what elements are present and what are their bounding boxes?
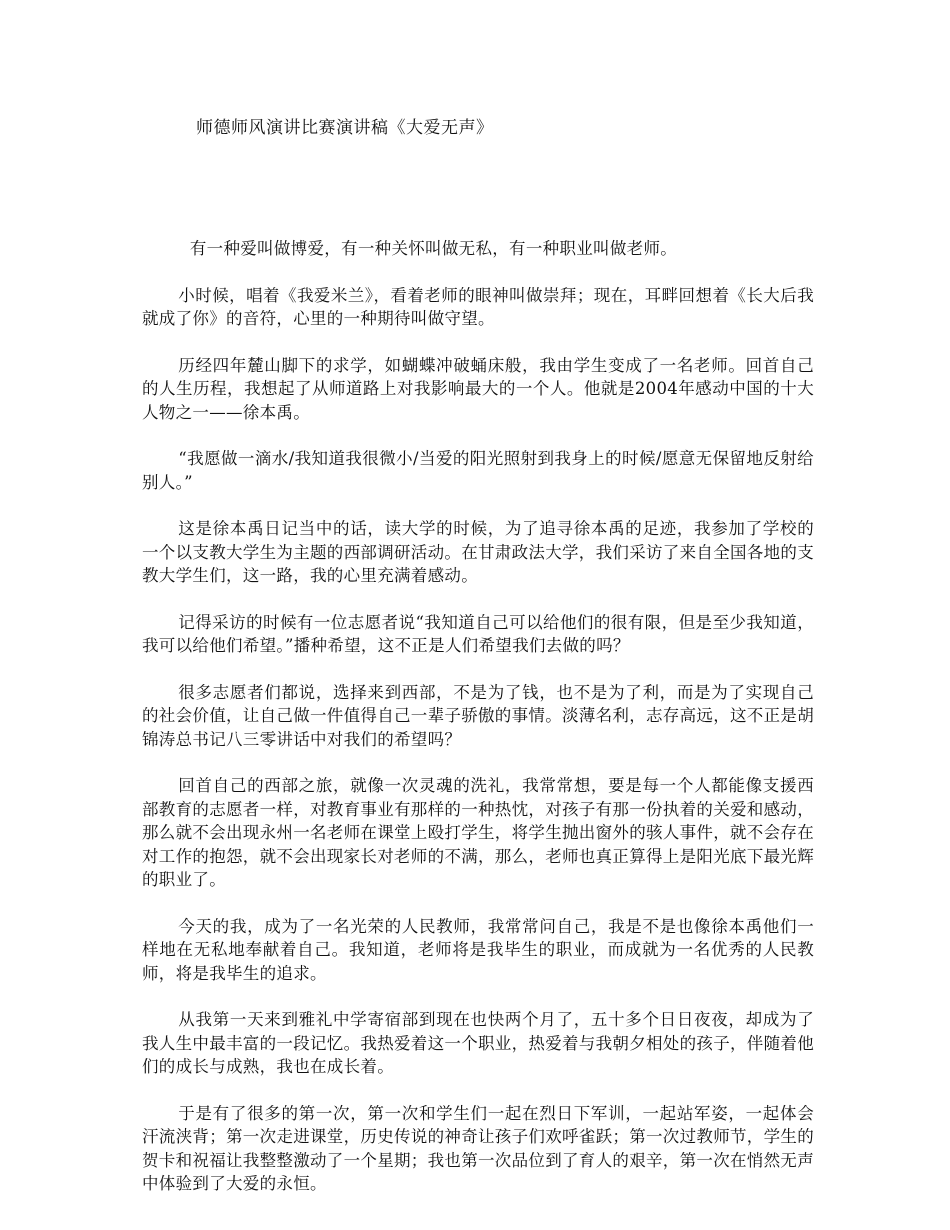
paragraph: 很多志愿者们都说，选择来到西部，不是为了钱，也不是为了利，而是为了实现自己的社会价值，让自己做一件值得自己一辈子骄傲的事情。淡薄名利，志存高远，这不正是胡锦涛总书记八三零讲话中对我们的希望吗？: [142, 682, 814, 749]
paragraph: 今天的我，成为了一名光荣的人民教师，我常常问自己，我是不是也像徐本禹他们一样地在无私地奉献着自己。我知道，老师将是我毕生的职业，而成就为一名优秀的人民教师，将是我毕生的追求。: [142, 916, 814, 983]
paragraph: 于是有了很多的第一次，第一次和学生们一起在烈日下军训，一起站军姿，一起体会汗流浃背；第一次走进课堂，历史传说的神奇让孩子们欢呼雀跃；第一次过教师节，学生的贺卡和祝福让我整整激动了一个星期；我也第一次品位到了育人的艰辛，第一次在悄然无声中体验到了大爱的永恒。: [142, 1103, 814, 1193]
paragraph: 有一种爱叫做博爱，有一种关怀叫做无私，有一种职业叫做老师。: [189, 239, 678, 258]
paragraph: 历经四年麓山脚下的求学，如蝴蝶冲破蛹床般，我由学生变成了一名老师。回首自己的人生历程，我想起了从师道路上对我影响最大的一个人。他就是2004年感动中国的十大人物之一——徐本禹。: [142, 355, 814, 422]
document-title: 师德师风演讲比赛演讲稿《大爱无声》: [196, 118, 494, 138]
paragraph: 从我第一天来到雅礼中学寄宿部到现在也快两个月了，五十多个日日夜夜，却成为了我人生中最丰富的一段记忆。我热爱着这一个职业，热爱着与我朝夕相处的孩子，伴随着他们的成长与成熟，我也在成长着。: [142, 1010, 814, 1076]
paragraph: 小时候，唱着《我爱米兰》，看着老师的眼神叫做崇拜；现在，耳畔回想着《长大后我就成了你》的音符，心里的一种期待叫做守望。: [142, 285, 814, 328]
paragraph: “我愿做一滴水/我知道我很微小/当爱的阳光照射到我身上的时候/愿意无保留地反射给别人。”: [142, 449, 814, 492]
document-body: [142, 237, 814, 1219]
paragraph: 这是徐本禹日记当中的话，读大学的时候，为了追寻徐本禹的足迹，我参加了学校的一个以支教大学生为主题的西部调研活动。在甘肃政法大学，我们采访了来自全国各地的支教大学生们，这一路，我的心里充满着感动。: [142, 519, 814, 585]
paragraph: 记得采访的时候有一位志愿者说“我知道自己可以给他们的很有限，但是至少我知道，我可以给他们希望。”播种希望，这不正是人们希望我们去做的吗？: [142, 612, 814, 655]
paragraph: 回首自己的西部之旅，就像一次灵魂的洗礼，我常常想，要是每一个人都能像支援西部教育的志愿者一样，对教育事业有那样的一种热忱，对孩子有那一份执着的关爱和感动，那么就不会出现永州一名老师在课堂上殴打学生，将学生抛出窗外的骇人事件，就不会存在对工作的抱怨，就不会出现家长对老师的不满，那么，老师也真正算得上是阳光底下最光辉的职业了。: [142, 776, 814, 889]
